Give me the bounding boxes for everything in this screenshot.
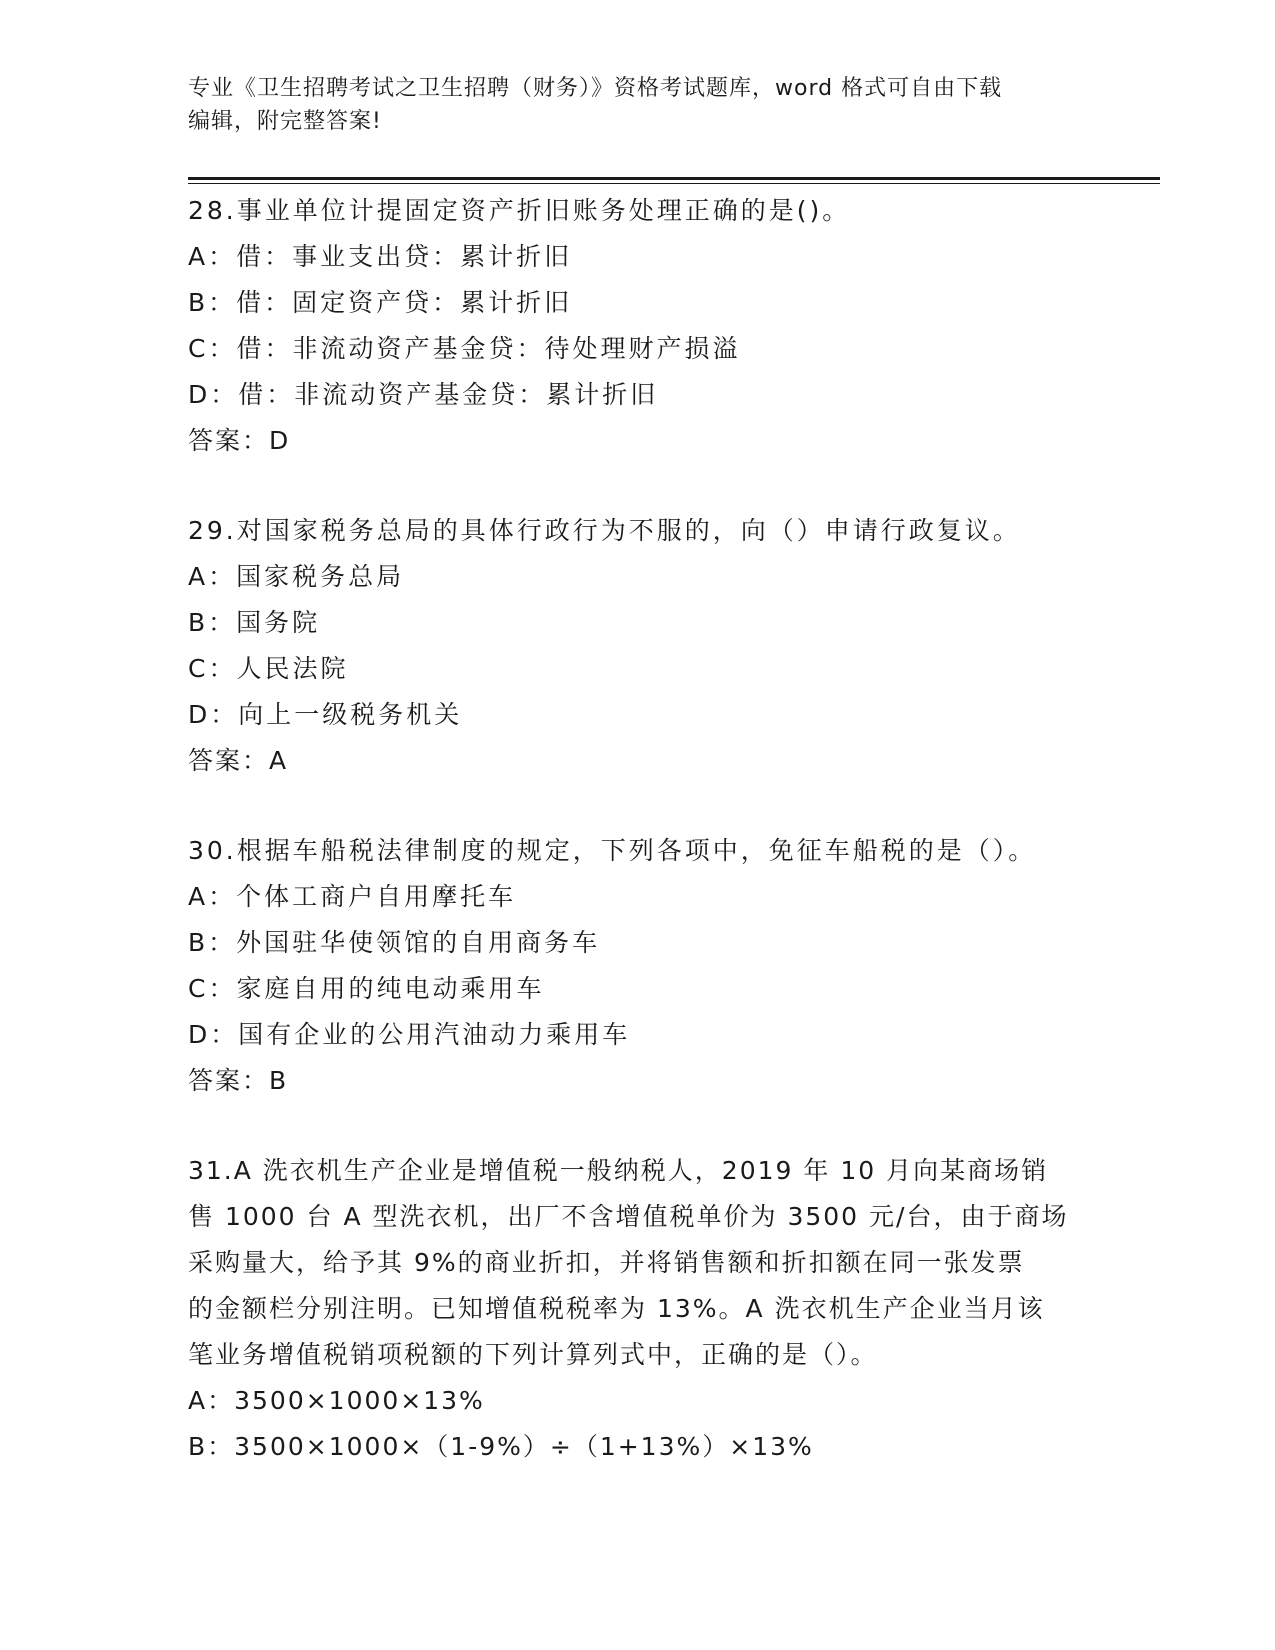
option-a: A：3500×1000×13%	[188, 1386, 485, 1415]
option-d: D：借：非流动资产基金贷：累计折旧	[188, 380, 659, 409]
question-29	[188, 508, 1088, 784]
option-d: D：向上一级税务机关	[188, 700, 463, 729]
question-stem: 30.根据车船税法律制度的规定，下列各项中，免征车船税的是（）。	[188, 836, 1037, 865]
question-31	[188, 1148, 1088, 1470]
option-d: D：国有企业的公用汽油动力乘用车	[188, 1020, 631, 1049]
option-c: C：人民法院	[188, 654, 349, 683]
question-stem-line-3: 采购量大，给予其 9%的商业折扣，并将销售额和折扣额在同一张发票	[188, 1248, 1025, 1277]
option-a: A：借：事业支出贷：累计折旧	[188, 242, 573, 271]
document-header	[188, 72, 1088, 138]
header-divider-thick	[188, 177, 1160, 180]
option-c: C：借：非流动资产基金贷：待处理财产损溢	[188, 334, 741, 363]
option-c: C：家庭自用的纯电动乘用车	[188, 974, 545, 1003]
option-b: B：3500×1000×（1-9%）÷（1+13%）×13%	[188, 1432, 814, 1461]
question-30	[188, 828, 1088, 1104]
question-28	[188, 188, 1088, 464]
header-line-1: 专业《卫生招聘考试之卫生招聘（财务）》资格考试题库，word 格式可自由下载	[188, 76, 1003, 101]
question-stem: 28.事业单位计提固定资产折旧账务处理正确的是()。	[188, 196, 851, 225]
option-b: B：外国驻华使领馆的自用商务车	[188, 928, 601, 957]
answer-line: 答案：B	[188, 1066, 289, 1095]
option-a: A：国家税务总局	[188, 562, 405, 591]
header-line-2: 编辑，附完整答案!	[188, 109, 382, 134]
option-b: B：借：固定资产贷：累计折旧	[188, 288, 573, 317]
question-stem-line-4: 的金额栏分别注明。已知增值税税率为 13%。A 洗衣机生产企业当月该	[188, 1294, 1045, 1323]
header-divider-thin	[188, 183, 1160, 184]
question-stem-line-2: 售 1000 台 A 型洗衣机，出厂不含增值税单价为 3500 元/台，由于商场	[188, 1202, 1069, 1231]
option-b: B：国务院	[188, 608, 321, 637]
option-a: A：个体工商户自用摩托车	[188, 882, 517, 911]
answer-line: 答案：A	[188, 746, 289, 775]
question-stem-line-1: 31.A 洗衣机生产企业是增值税一般纳税人，2019 年 10 月向某商场销	[188, 1156, 1049, 1185]
answer-line: 答案：D	[188, 426, 291, 455]
question-stem-line-5: 笔业务增值税销项税额的下列计算列式中，正确的是（）。	[188, 1340, 878, 1369]
question-stem: 29.对国家税务总局的具体行政行为不服的，向（）申请行政复议。	[188, 516, 1021, 545]
